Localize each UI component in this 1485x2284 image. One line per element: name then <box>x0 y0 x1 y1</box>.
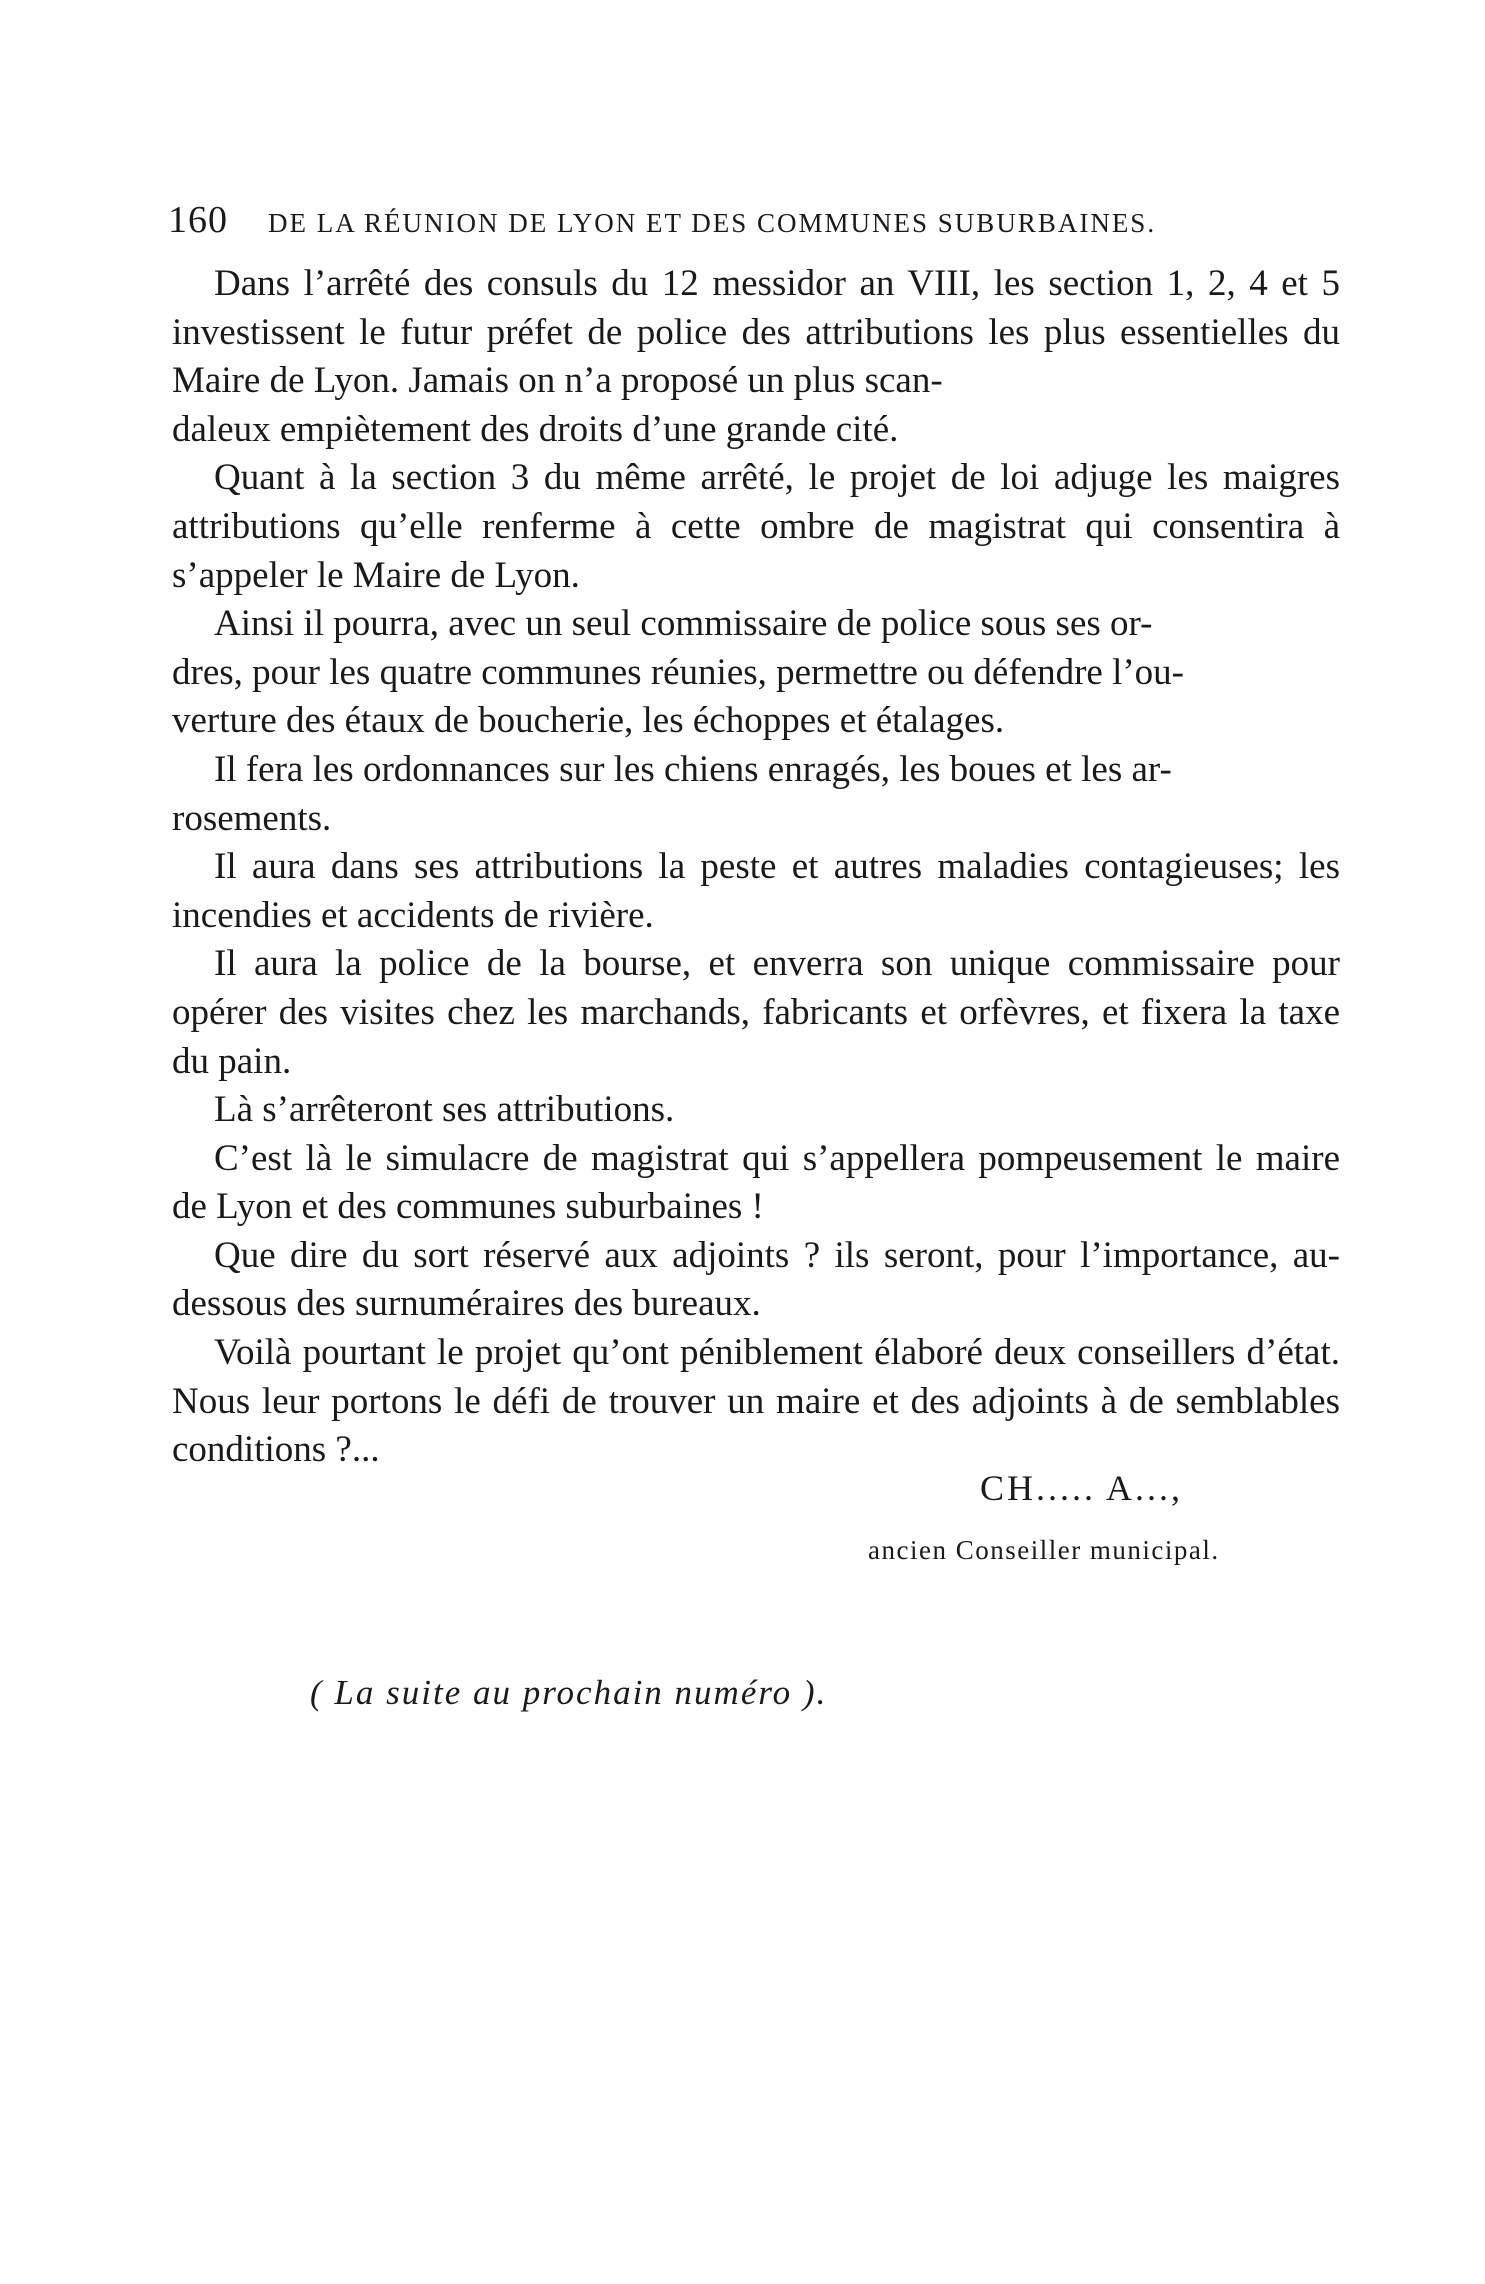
paragraph-7: Là s’arrêteront ses attributions. <box>214 1089 675 1131</box>
paragraph-8: C’est là le simulacre de magistrat qui s’appellera pompeusement le maire de Lyon et des communes suburbaines ! <box>172 1137 1340 1228</box>
page-number: 160 <box>168 199 228 241</box>
signature-name: CH..... A..., <box>980 1468 1184 1508</box>
paragraph-5: Il aura dans ses attributions la peste et autres maladies contagieuses; les incendies et accidents de rivière. <box>172 846 1340 936</box>
paragraph-6: Il aura la police de la bourse, et enverra son unique commissaire pour opérer des visites chez les marchands, fabricants et orfèvres, et fixera la taxe du pain. <box>172 943 1340 1082</box>
paragraph-9: Que dire du sort réservé aux adjoints ? ils seront, pour l’importance, au-dessous des surnuméraires des bureaux. <box>172 1234 1340 1325</box>
paragraph-4: Il fera les ordonnances sur les chiens enragés, les boues et les ar- rosements. <box>172 748 1172 839</box>
paragraph-1: Dans l’arrêté des consuls du 12 messidor an VIII, les section 1, 2, 4 et 5 investissent le futur préfet de police des attributions les plus essentielles du Maire de Lyon. Jamais on n’a proposé un plus scan- daleux empiètement des droits d’une grande cité. <box>172 263 1340 450</box>
continuation-note: ( La suite au prochain numéro ). <box>310 1673 828 1712</box>
running-title: DE LA RÉUNION DE LYON ET DES COMMUNES SUBURBAINES. <box>268 208 1157 238</box>
signature-role: ancien Conseiller municipal. <box>868 1535 1220 1565</box>
running-head <box>168 198 1288 248</box>
body-text <box>172 260 1340 1475</box>
paragraph-10: Voilà pourtant le projet qu’ont péniblement élaboré deux conseillers d’état. Nous leur portons le défi de trouver un maire et des adjoints à de semblables conditions ?... <box>172 1332 1340 1471</box>
paragraph-2: Quant à la section 3 du même arrêté, le projet de loi adjuge les maigres attributions qu’elle renferme à cette ombre de magistrat qui consentira à s’appeler le Maire de Lyon. <box>172 457 1340 596</box>
paragraph-3: Ainsi il pourra, avec un seul commissaire de police sous ses or- dres, pour les quatre communes réunies, permettre ou défendre l’ou- verture des étaux de boucherie, les échoppes et étalages. <box>172 603 1184 742</box>
